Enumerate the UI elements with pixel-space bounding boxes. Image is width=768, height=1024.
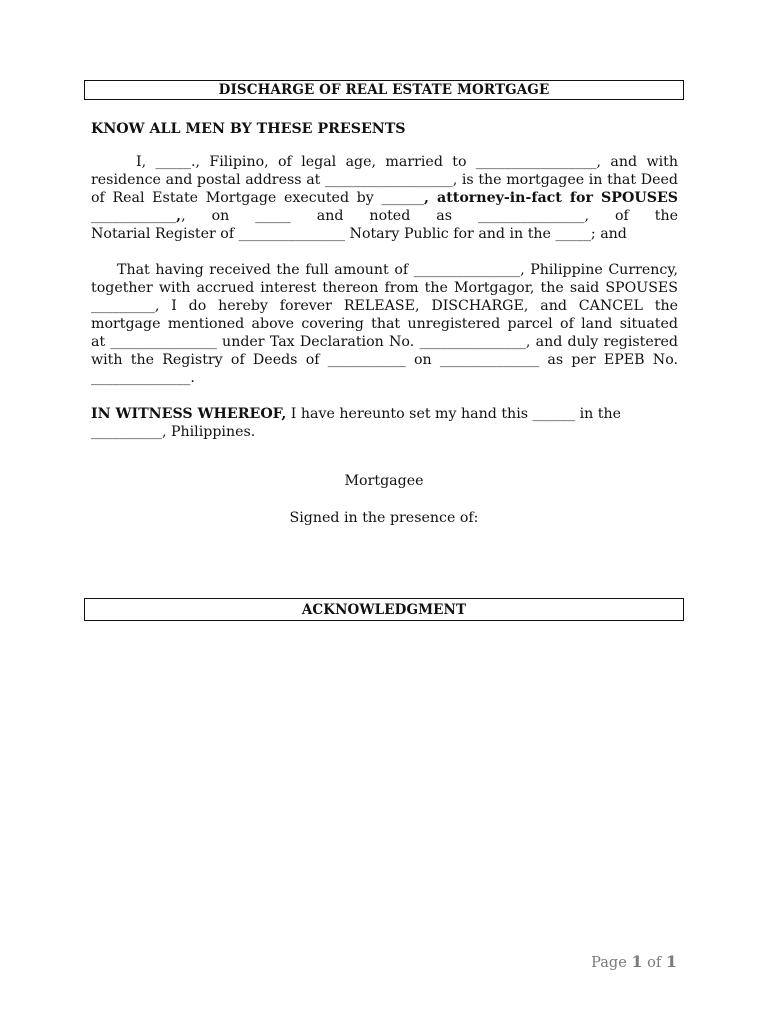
- p2-line-5: at _______________ under Tax Declaration No. _______________, and duly registered: [91, 334, 678, 350]
- opening-text: KNOW ALL MEN BY THESE PRESENTS: [91, 121, 406, 137]
- witness-bold: IN WITNESS WHEREOF,: [91, 406, 287, 422]
- witness-paragraph: [91, 405, 678, 441]
- mortgagee-label: Mortgagee: [344, 473, 424, 489]
- p1-line-4-a: ____________: [91, 208, 177, 224]
- page-word: Page: [591, 955, 627, 971]
- witness-line-2: __________, Philippines.: [91, 424, 256, 440]
- p2-line-3: _________, I do hereby forever RELEASE, DISCHARGE, and CANCEL the: [91, 298, 678, 314]
- p1-line-2: residence and postal address at __________________, is the mortgagee in that Deed: [91, 172, 678, 188]
- p1-line-4-b: , on _____ and noted as _______________, of the: [181, 208, 678, 224]
- of-word: of: [647, 955, 662, 971]
- p2-line-4: mortgage mentioned above covering that unregistered parcel of land situated: [91, 316, 678, 332]
- paragraph-1: [91, 153, 678, 243]
- p1-line-5: Notarial Register of _______________ Notary Public for and in the _____; and: [91, 226, 627, 242]
- page-number: 1: [631, 952, 643, 971]
- witness-line-1: [91, 405, 678, 423]
- p1-line-4: ____________,, on _____ and noted as _______________, of the: [91, 208, 678, 224]
- acknowledgment-title: ACKNOWLEDGMENT: [84, 598, 684, 621]
- p1-line-3-a: of Real Estate Mortgage executed by ______: [91, 190, 425, 206]
- page-total: 1: [665, 952, 677, 971]
- p2-line-2: together with accrued interest thereon from the Mortgagor, the said SPOUSES: [91, 280, 678, 296]
- witness-line-1-rest: I have hereunto set my hand this ______ in the: [286, 406, 622, 422]
- paragraph-2: [91, 261, 678, 387]
- document-title: DISCHARGE OF REAL ESTATE MORTGAGE: [84, 80, 684, 100]
- p2-line-1: That having received the full amount of _______________, Philippine Currency,: [117, 262, 678, 278]
- p2-line-7: ______________.: [91, 370, 195, 386]
- p1-line-3-b: , attorney-in-fact for SPOUSES: [424, 190, 679, 206]
- signed-presence-label: Signed in the presence of:: [289, 510, 479, 526]
- p2-line-6: with the Registry of Deeds of ___________ on ______________ as per EPEB No.: [91, 352, 678, 368]
- page-footer: [591, 952, 677, 971]
- opening-line: [91, 120, 678, 138]
- p1-line-3: [91, 189, 678, 207]
- p1-line-1: I, _____., Filipino, of legal age, married to _________________, and with: [136, 154, 678, 170]
